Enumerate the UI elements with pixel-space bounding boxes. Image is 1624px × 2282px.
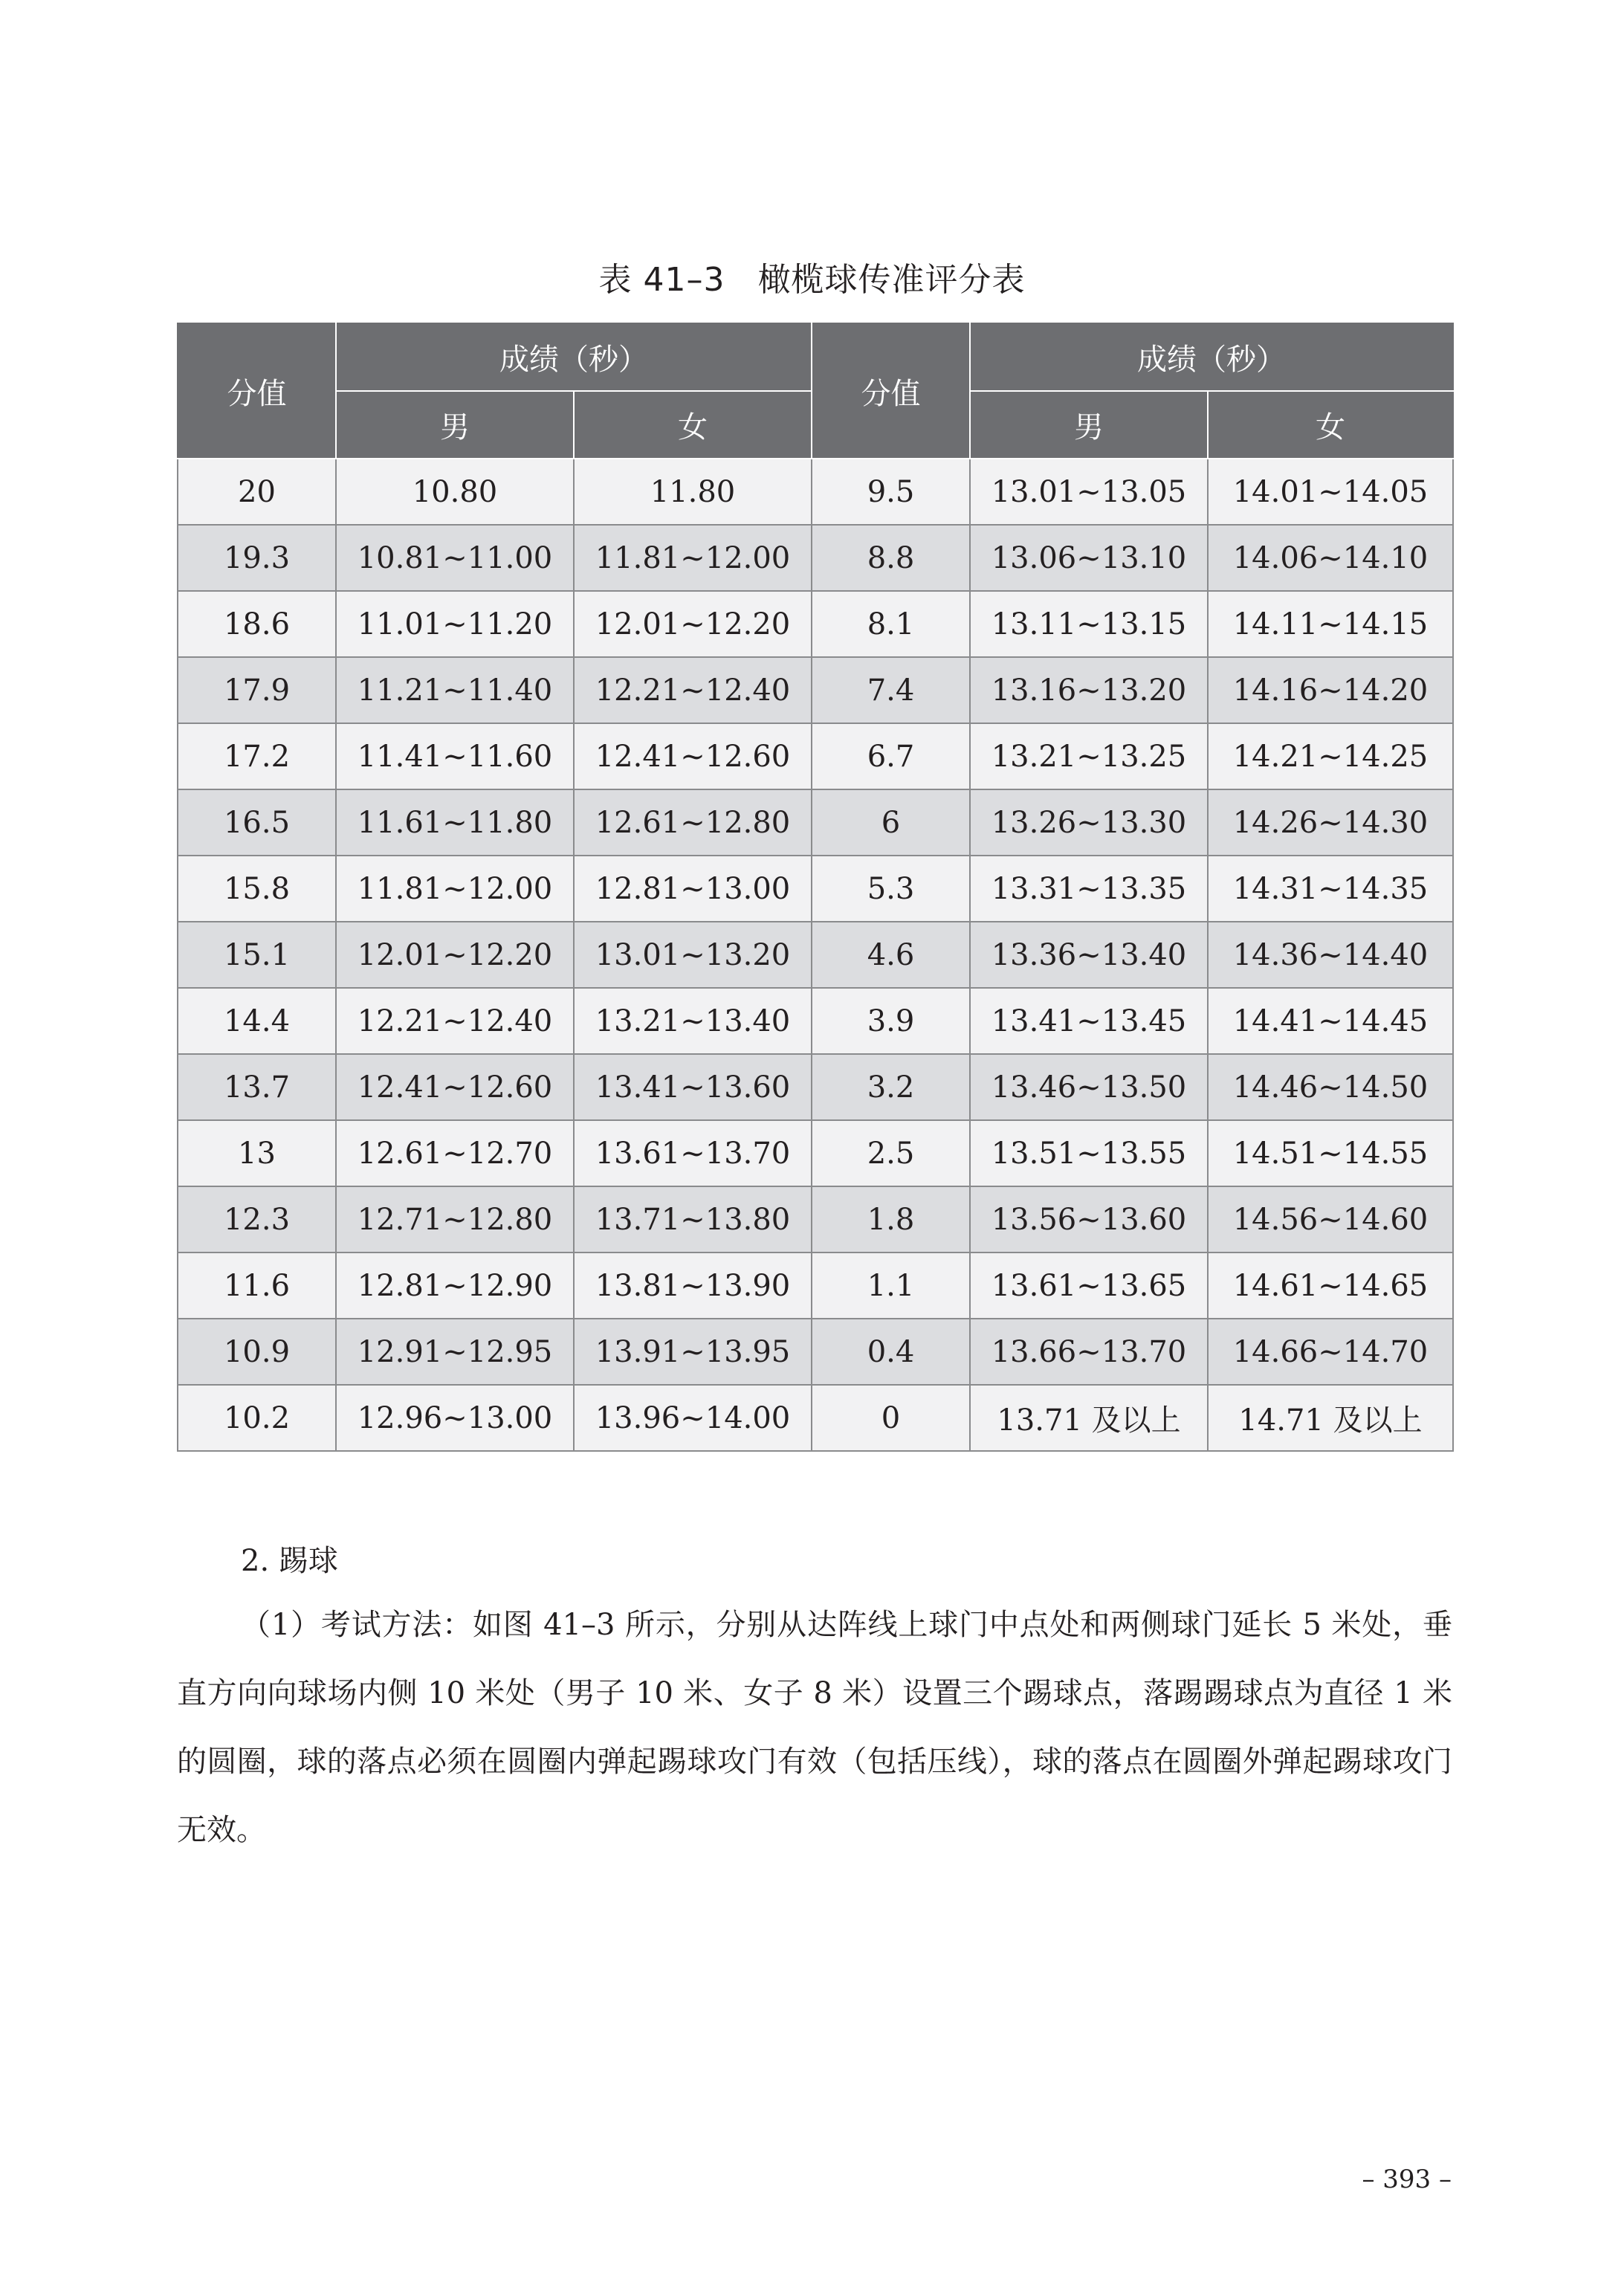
cell-score-right: 8.8 — [812, 525, 970, 591]
cell-female-time-right: 14.56~14.60 — [1208, 1186, 1453, 1252]
cell-male-time-left: 12.61~12.70 — [336, 1120, 574, 1186]
cell-score-left: 12.3 — [178, 1186, 336, 1252]
cell-score-right: 3.2 — [812, 1054, 970, 1120]
cell-female-time-right: 14.06~14.10 — [1208, 525, 1453, 591]
cell-male-time-left: 12.41~12.60 — [336, 1054, 574, 1120]
cell-female-time-left: 13.81~13.90 — [574, 1252, 812, 1319]
cell-female-time-left: 13.61~13.70 — [574, 1120, 812, 1186]
cell-female-time-right: 14.51~14.55 — [1208, 1120, 1453, 1186]
cell-score-left: 17.2 — [178, 723, 336, 789]
cell-female-time-right: 14.71 及以上 — [1208, 1385, 1453, 1451]
cell-male-time-right: 13.36~13.40 — [970, 922, 1208, 988]
cell-female-time-right: 14.11~14.15 — [1208, 591, 1453, 657]
table-row — [178, 591, 1453, 657]
cell-male-time-left: 10.80 — [336, 459, 574, 525]
cell-male-time-left: 12.01~12.20 — [336, 922, 574, 988]
cell-female-time-right: 14.36~14.40 — [1208, 922, 1453, 988]
cell-female-time-right: 14.01~14.05 — [1208, 459, 1453, 525]
cell-score-left: 20 — [178, 459, 336, 525]
header-male-right: 男 — [970, 391, 1208, 459]
cell-male-time-right: 13.61~13.65 — [970, 1252, 1208, 1319]
header-result-right: 成绩（秒） — [970, 323, 1453, 391]
cell-score-right: 8.1 — [812, 591, 970, 657]
cell-male-time-right: 13.31~13.35 — [970, 856, 1208, 922]
cell-male-time-left: 12.96~13.00 — [336, 1385, 574, 1451]
cell-male-time-left: 11.61~11.80 — [336, 789, 574, 856]
cell-score-right: 0 — [812, 1385, 970, 1451]
cell-score-left: 13 — [178, 1120, 336, 1186]
table-number: 表 41–3 — [598, 261, 725, 299]
cell-male-time-right: 13.16~13.20 — [970, 657, 1208, 723]
cell-female-time-right: 14.31~14.35 — [1208, 856, 1453, 922]
cell-male-time-left: 12.91~12.95 — [336, 1319, 574, 1385]
cell-score-right: 9.5 — [812, 459, 970, 525]
table-row — [178, 525, 1453, 591]
header-result-left: 成绩（秒） — [336, 323, 812, 391]
cell-male-time-left: 10.81~11.00 — [336, 525, 574, 591]
cell-male-time-right: 13.26~13.30 — [970, 789, 1208, 856]
cell-female-time-right: 14.16~14.20 — [1208, 657, 1453, 723]
cell-score-left: 17.9 — [178, 657, 336, 723]
cell-female-time-right: 14.21~14.25 — [1208, 723, 1453, 789]
header-score-left: 分值 — [178, 323, 336, 459]
cell-female-time-left: 12.61~12.80 — [574, 789, 812, 856]
cell-score-left: 10.2 — [178, 1385, 336, 1451]
cell-score-right: 0.4 — [812, 1319, 970, 1385]
table-row — [178, 789, 1453, 856]
cell-female-time-left: 13.91~13.95 — [574, 1319, 812, 1385]
cell-score-left: 16.5 — [178, 789, 336, 856]
table-row — [178, 459, 1453, 525]
cell-male-time-left: 11.41~11.60 — [336, 723, 574, 789]
cell-female-time-left: 12.01~12.20 — [574, 591, 812, 657]
cell-score-right: 6 — [812, 789, 970, 856]
cell-male-time-right: 13.71 及以上 — [970, 1385, 1208, 1451]
section-heading: 2. 踢球 — [241, 1544, 338, 1578]
cell-female-time-right: 14.66~14.70 — [1208, 1319, 1453, 1385]
cell-male-time-left: 12.71~12.80 — [336, 1186, 574, 1252]
cell-score-left: 10.9 — [178, 1319, 336, 1385]
table-row — [178, 1120, 1453, 1186]
cell-female-time-left: 12.21~12.40 — [574, 657, 812, 723]
header-female-right: 女 — [1208, 391, 1453, 459]
cell-score-right: 1.8 — [812, 1186, 970, 1252]
header-row-1 — [178, 323, 1453, 391]
table-title: 橄榄球传准评分表 — [757, 261, 1026, 299]
table-row — [178, 922, 1453, 988]
table-row — [178, 988, 1453, 1054]
table-row — [178, 657, 1453, 723]
cell-male-time-right: 13.56~13.60 — [970, 1186, 1208, 1252]
cell-male-time-right: 13.46~13.50 — [970, 1054, 1208, 1120]
cell-male-time-right: 13.51~13.55 — [970, 1120, 1208, 1186]
cell-score-left: 14.4 — [178, 988, 336, 1054]
table-row — [178, 1054, 1453, 1120]
cell-score-right: 4.6 — [812, 922, 970, 988]
cell-female-time-left: 13.01~13.20 — [574, 922, 812, 988]
cell-score-right: 6.7 — [812, 723, 970, 789]
cell-score-right: 1.1 — [812, 1252, 970, 1319]
cell-score-left: 15.1 — [178, 922, 336, 988]
table-caption — [0, 253, 1624, 300]
cell-score-left: 13.7 — [178, 1054, 336, 1120]
cell-female-time-right: 14.26~14.30 — [1208, 789, 1453, 856]
cell-male-time-left: 11.21~11.40 — [336, 657, 574, 723]
cell-male-time-right: 13.11~13.15 — [970, 591, 1208, 657]
cell-female-time-left: 13.41~13.60 — [574, 1054, 812, 1120]
cell-male-time-right: 13.21~13.25 — [970, 723, 1208, 789]
page-number: – 393 – — [1362, 2165, 1452, 2194]
cell-female-time-left: 13.21~13.40 — [574, 988, 812, 1054]
header-male-left: 男 — [336, 391, 574, 459]
cell-score-right: 5.3 — [812, 856, 970, 922]
cell-score-left: 15.8 — [178, 856, 336, 922]
table-row — [178, 1385, 1453, 1451]
cell-female-time-left: 13.96~14.00 — [574, 1385, 812, 1451]
cell-female-time-left: 11.81~12.00 — [574, 525, 812, 591]
table-row — [178, 1186, 1453, 1252]
header-female-left: 女 — [574, 391, 812, 459]
cell-male-time-right: 13.41~13.45 — [970, 988, 1208, 1054]
table-body — [178, 459, 1453, 1451]
cell-male-time-right: 13.01~13.05 — [970, 459, 1208, 525]
cell-male-time-right: 13.06~13.10 — [970, 525, 1208, 591]
cell-female-time-right: 14.61~14.65 — [1208, 1252, 1453, 1319]
cell-female-time-left: 11.80 — [574, 459, 812, 525]
cell-male-time-left: 11.81~12.00 — [336, 856, 574, 922]
table-row — [178, 856, 1453, 922]
cell-female-time-right: 14.41~14.45 — [1208, 988, 1453, 1054]
cell-score-right: 2.5 — [812, 1120, 970, 1186]
cell-female-time-left: 12.41~12.60 — [574, 723, 812, 789]
cell-female-time-left: 12.81~13.00 — [574, 856, 812, 922]
header-score-right: 分值 — [812, 323, 970, 459]
table-row — [178, 723, 1453, 789]
cell-score-right: 7.4 — [812, 657, 970, 723]
cell-female-time-right: 14.46~14.50 — [1208, 1054, 1453, 1120]
cell-score-right: 3.9 — [812, 988, 970, 1054]
cell-male-time-left: 12.21~12.40 — [336, 988, 574, 1054]
cell-score-left: 18.6 — [178, 591, 336, 657]
scoring-table — [177, 323, 1454, 1452]
cell-female-time-left: 13.71~13.80 — [574, 1186, 812, 1252]
cell-male-time-left: 12.81~12.90 — [336, 1252, 574, 1319]
cell-male-time-left: 11.01~11.20 — [336, 591, 574, 657]
table-row — [178, 1252, 1453, 1319]
section-paragraph: （1）考试方法：如图 41–3 所示，分别从达阵线上球门中点处和两侧球门延长 5 米处，垂直方向向球场内侧 10 米处（男子 10 米、女子 8 米）设置三个踢球点，落踢踢球点为直径 1 米的圆圈，球的落点必须在圆圈内弹起踢球攻门有效（包括压线），球的落点在圆圈外弹起踢球攻门无效。 — [177, 1608, 1452, 1847]
table-row — [178, 1319, 1453, 1385]
cell-male-time-right: 13.66~13.70 — [970, 1319, 1208, 1385]
cell-score-left: 19.3 — [178, 525, 336, 591]
cell-score-left: 11.6 — [178, 1252, 336, 1319]
